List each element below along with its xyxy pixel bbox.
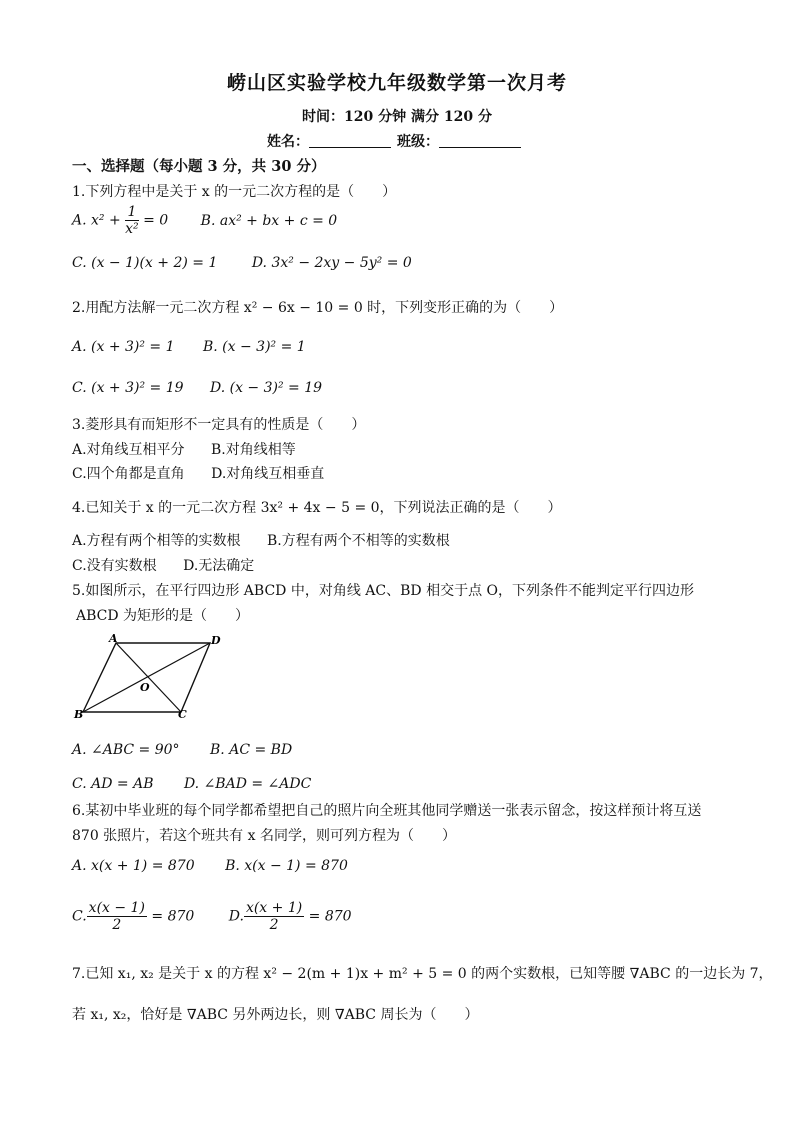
q2-option-b[interactable]: B. (x − 3)² = 1 (202, 339, 306, 355)
exam-title: 崂山区实验学校九年级数学第一次月考 (226, 72, 567, 94)
vertex-c-label: C (178, 708, 187, 721)
parallelogram-figure (70, 630, 230, 725)
q6-option-c[interactable]: C. $\frac{x(x - 1)}{2}$ = 870 (72, 900, 195, 933)
diagonal-bd (83, 643, 210, 712)
q5-options-cd (72, 776, 311, 792)
q6-option-b[interactable]: B. x(x − 1) = 870 (225, 858, 348, 874)
section-heading: 一、选择题（每小题 3 分，共 30 分） (72, 158, 326, 175)
vertex-a-label: A (109, 632, 118, 645)
q3-option-d[interactable]: D.对角线互相垂直 (211, 466, 325, 482)
q1-option-a[interactable]: A. x² + $\frac{1}{\text{x²}}$ = 0 (72, 204, 169, 237)
q3-stem: 3.菱形具有而矩形不一定具有的性质是（ ） (72, 417, 366, 433)
q4-stem: 4.已知关于 x 的一元二次方程 3x² + 4x − 5 = 0，下列说法正确的是（ ） (72, 500, 562, 516)
q2-option-d[interactable]: D. (x − 3)² = 19 (209, 380, 323, 396)
vertex-b-label: B (74, 708, 84, 721)
q2-stem: 2.用配方法解一元二次方程 x² − 6x − 10 = 0 时，下列变形正确的为（ ） (72, 300, 564, 316)
q1-stem: 1.下列方程中是关于 x 的一元二次方程的是（ ） (72, 184, 397, 200)
q4-options-ab (72, 530, 450, 550)
diagonal-ac (116, 643, 181, 712)
q2-options-ab (72, 339, 306, 355)
name-class-line (0, 131, 794, 151)
q6-stem-line1: 6.某初中毕业班的每个同学都希望把自己的照片向全班其他同学赠送一张表示留念，按这样预计将互送 (72, 803, 702, 819)
q5-options-ab (72, 742, 292, 758)
q5-option-d[interactable]: D. ∠BAD = ∠ADC (183, 776, 312, 792)
q5-option-c[interactable]: C. AD = AB (72, 776, 154, 792)
exam-time-score: 时间：120 分钟 满分 120 分 (302, 109, 492, 125)
q6-options-cd (72, 900, 352, 933)
q6-stem-line2: 870 张照片，若这个班共有 x 名同学，则可列方程为（ ） (72, 828, 456, 844)
name-label: 姓名： (267, 134, 309, 150)
vertex-d-label: D (211, 634, 221, 647)
q1-options-cd (72, 255, 412, 271)
q4-option-c[interactable]: C.没有实数根 (72, 558, 157, 574)
q3-option-a[interactable]: A.对角线互相平分 (72, 442, 185, 458)
q3-options-cd (72, 463, 324, 483)
q6-options-ab (72, 858, 348, 874)
q2-option-c[interactable]: C. (x + 3)² = 19 (72, 380, 184, 396)
q1-a-fraction: $\frac{1}{\text{x²}}$ (125, 204, 139, 237)
q4-option-b[interactable]: B.方程有两个不相等的实数根 (267, 533, 450, 549)
q4-option-d[interactable]: D.无法确定 (183, 558, 255, 574)
q3-option-c[interactable]: C.四个角都是直角 (72, 466, 185, 482)
name-blank[interactable] (309, 133, 391, 148)
q6-d-fraction: $\frac{x(x + 1)}{2}$ (245, 900, 303, 933)
q4-options-cd (72, 555, 254, 575)
q7-stem-line1: 7.已知 x₁, x₂ 是关于 x 的方程 x² − 2(m + 1)x + m² + 5 = 0 的两个实数根，已知等腰 ∇ABC 的一边长为 7， (72, 966, 773, 982)
q3-options-ab (72, 439, 296, 459)
class-label: 班级： (397, 134, 439, 150)
q7-stem-line2: 若 x₁, x₂，恰好是 ∇ABC 另外两边长，则 ∇ABC 周长为（ ） (72, 1007, 479, 1023)
q5-stem-line2: ABCD 为矩形的是（ ） (76, 608, 250, 624)
q6-option-a[interactable]: A. x(x + 1) = 870 (72, 858, 195, 874)
class-blank[interactable] (439, 133, 521, 148)
q6-c-fraction: $\frac{x(x - 1)}{2}$ (88, 900, 145, 933)
q1-option-d[interactable]: D. 3x² − 2xy − 5y² = 0 (251, 255, 412, 271)
q2-options-cd (72, 380, 322, 396)
q5-stem-line1: 5.如图所示，在平行四边形 ABCD 中，对角线 AC、BD 相交于点 O，下列条件不能判定平行四边形 (72, 583, 695, 599)
point-o-label: O (140, 681, 150, 694)
q1-option-c[interactable]: C. (x − 1)(x + 2) = 1 (72, 255, 218, 271)
q1-options-ab (72, 204, 337, 237)
q6-option-d[interactable]: D. $\frac{x(x + 1)}{2}$ = 870 (228, 900, 352, 933)
q3-option-b[interactable]: B.对角线相等 (211, 442, 296, 458)
q4-option-a[interactable]: A.方程有两个相等的实数根 (72, 533, 241, 549)
q1-option-b[interactable]: B. ax² + bx + c = 0 (200, 212, 338, 229)
q2-option-a[interactable]: A. (x + 3)² = 1 (72, 339, 175, 355)
q5-option-b[interactable]: B. AC = BD (210, 742, 293, 758)
q5-option-a[interactable]: A. ∠ABC = 90° (72, 742, 180, 758)
